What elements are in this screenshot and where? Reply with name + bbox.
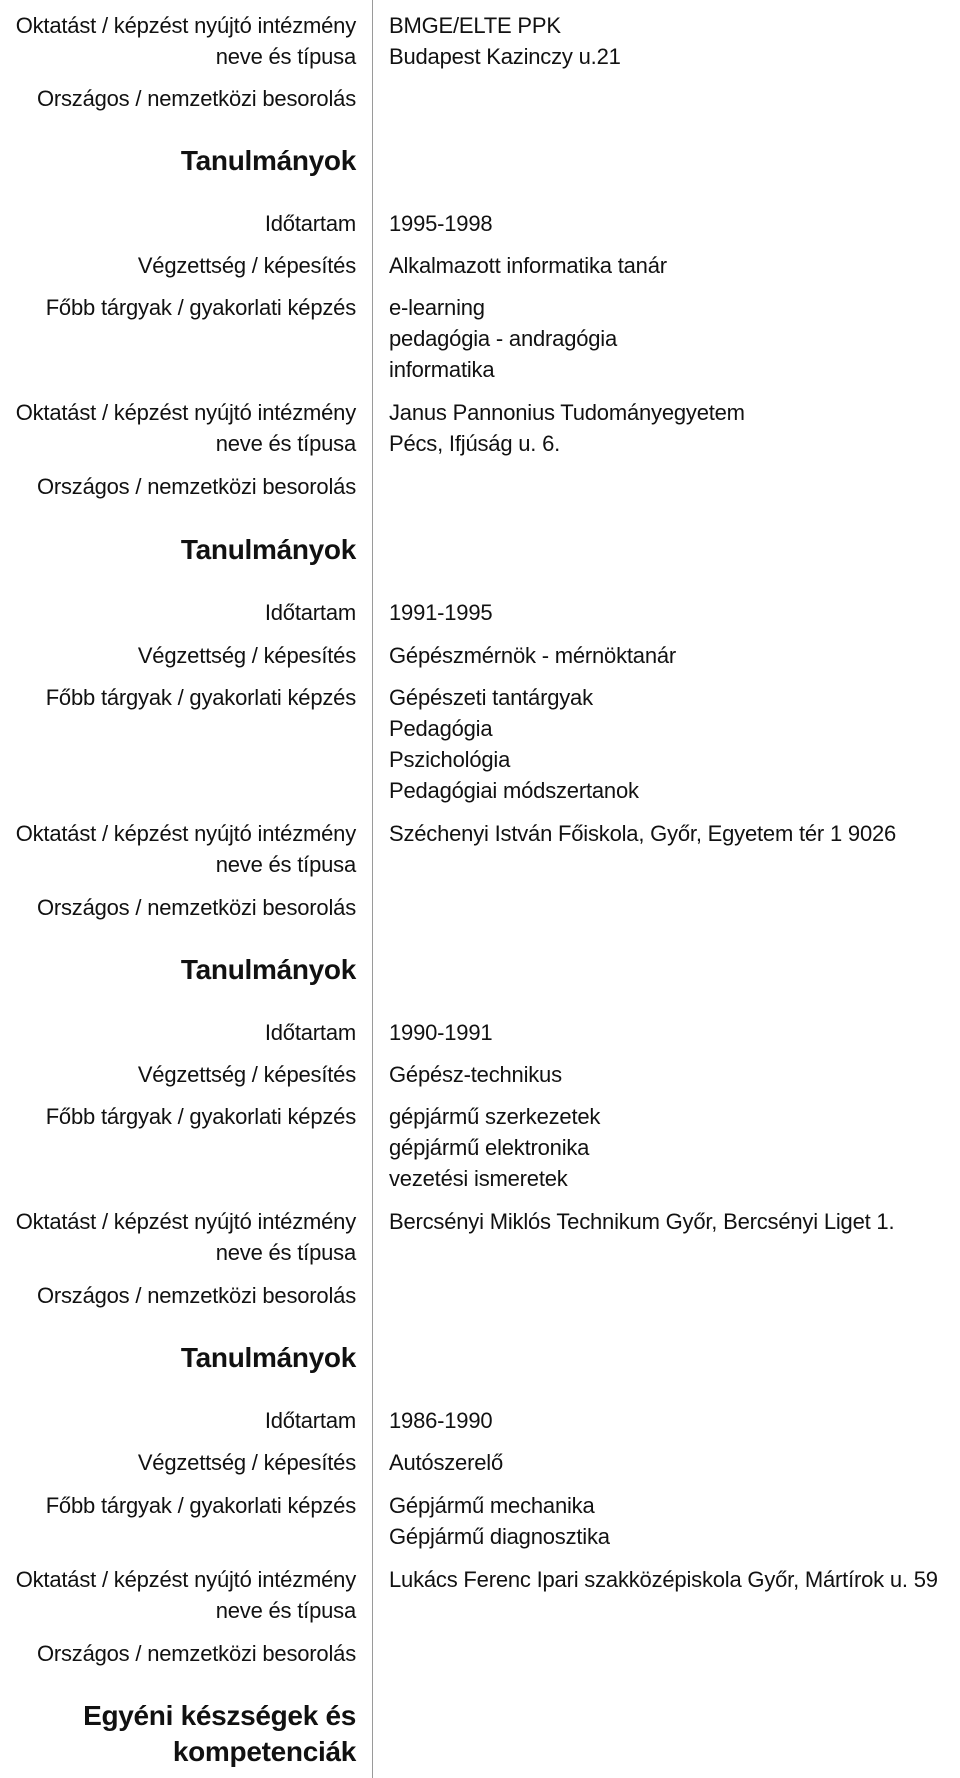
duration-label: Időtartam — [264, 1020, 356, 1045]
qualification-label: Végzettség / képesítés — [137, 1450, 356, 1475]
qualification-label: Végzettség / képesítés — [137, 1062, 356, 1087]
skills-heading: Egyéni készségek és kompetenciák — [83, 1700, 356, 1767]
duration-value: 1995-1998 — [389, 211, 493, 236]
duration-label: Időtartam — [264, 211, 356, 236]
subjects-value: Gépészeti tantárgyak Pedagógia Pszichológia Pedagógiai módszertanok — [389, 685, 639, 803]
section-heading: Tanulmányok — [180, 145, 356, 176]
classification-label: Országos / nemzetközi besorolás — [36, 86, 356, 111]
qualification-label: Végzettség / képesítés — [137, 253, 356, 278]
provider-label: Oktatást / képzést nyújtó intézmény neve és típusa — [15, 821, 356, 877]
qualification-label: Végzettség / képesítés — [137, 643, 356, 668]
subjects-value: gépjármű szerkezetek gépjármű elektronika vezetési ismeretek — [389, 1104, 601, 1191]
section-heading: Tanulmányok — [180, 954, 356, 985]
provider-value: Lukács Ferenc Ipari szakközépiskola Győr, Mártírok u. 59 — [389, 1567, 938, 1592]
subjects-label: Főbb tárgyak / gyakorlati képzés — [45, 295, 356, 320]
duration-label: Időtartam — [264, 600, 356, 625]
subjects-label: Főbb tárgyak / gyakorlati képzés — [45, 1493, 356, 1518]
subjects-label: Főbb tárgyak / gyakorlati képzés — [45, 1104, 356, 1129]
subjects-value: e-learning pedagógia - andragógia informatika — [389, 295, 618, 382]
column-divider — [372, 0, 373, 1778]
duration-value: 1986-1990 — [389, 1408, 493, 1433]
qualification-value: Gépész-technikus — [389, 1062, 562, 1087]
duration-label: Időtartam — [264, 1408, 356, 1433]
classification-label: Országos / nemzetközi besorolás — [36, 895, 356, 920]
qualification-value: Alkalmazott informatika tanár — [389, 253, 667, 278]
provider-label: Oktatást / képzést nyújtó intézmény neve és típusa — [15, 400, 356, 456]
subjects-label: Főbb tárgyak / gyakorlati képzés — [45, 685, 356, 710]
provider-label: Oktatást / képzést nyújtó intézmény neve és típusa — [15, 1567, 356, 1623]
provider-label: Oktatást / képzést nyújtó intézmény neve és típusa — [15, 13, 356, 69]
section-heading: Tanulmányok — [180, 1342, 356, 1373]
qualification-value: Autószerelő — [389, 1450, 503, 1475]
section-heading: Tanulmányok — [180, 534, 356, 565]
provider-value: Janus Pannonius Tudományegyetem Pécs, Ifjúság u. 6. — [389, 400, 745, 456]
qualification-value: Gépészmérnök - mérnöktanár — [389, 643, 677, 668]
classification-label: Országos / nemzetközi besorolás — [36, 1283, 356, 1308]
provider-value: BMGE/ELTE PPK Budapest Kazinczy u.21 — [389, 13, 621, 69]
duration-value: 1991-1995 — [389, 600, 493, 625]
provider-value: Bercsényi Miklós Technikum Győr, Bercsényi Liget 1. — [389, 1209, 895, 1234]
provider-value: Széchenyi István Főiskola, Győr, Egyetem tér 1 9026 — [389, 821, 897, 846]
classification-label: Országos / nemzetközi besorolás — [36, 1641, 356, 1666]
duration-value: 1990-1991 — [389, 1020, 493, 1045]
classification-label: Országos / nemzetközi besorolás — [36, 474, 356, 499]
subjects-value: Gépjármű mechanika Gépjármű diagnosztika — [389, 1493, 610, 1549]
provider-label: Oktatást / képzést nyújtó intézmény neve és típusa — [15, 1209, 356, 1265]
